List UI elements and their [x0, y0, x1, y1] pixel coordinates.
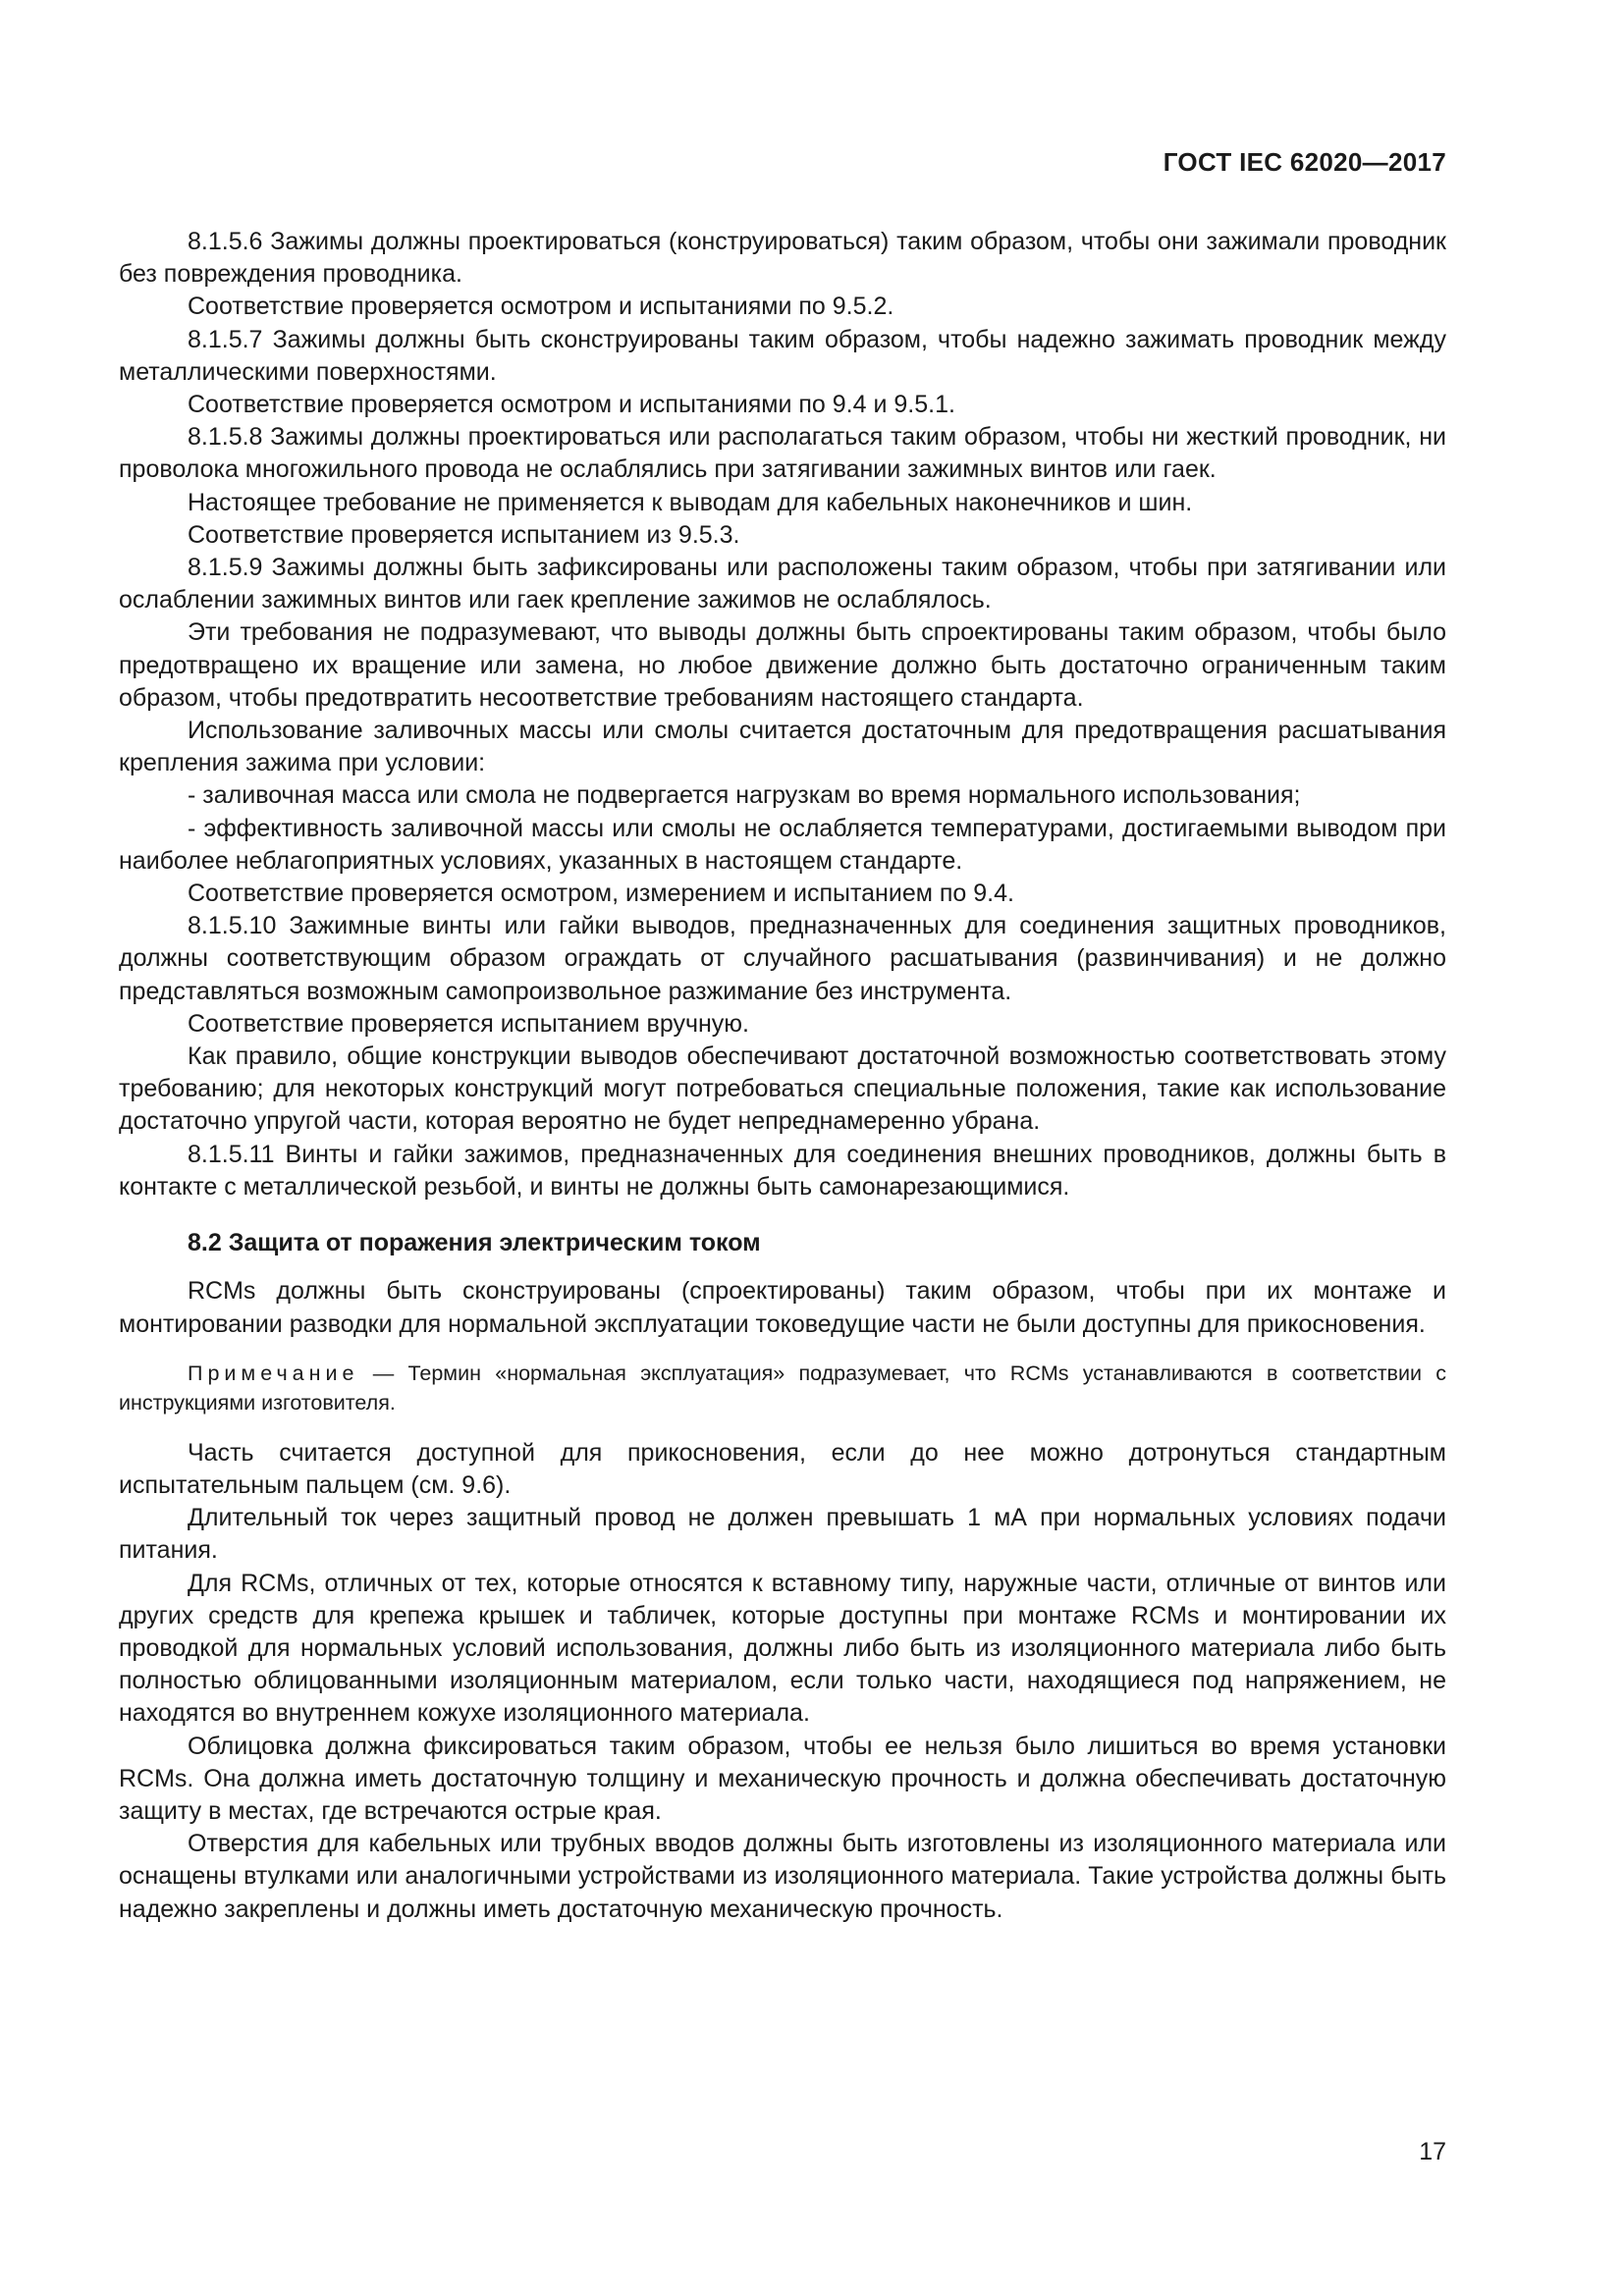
- section-heading: 8.2 Защита от поражения электрическим током: [188, 1229, 761, 1257]
- paragraph: 8.1.5.7 Зажимы должны быть сконструированы таким образом, чтобы надежно зажимать проводник между металлическими поверхностями.: [119, 325, 1446, 386]
- paragraph: Использование заливочных массы или смолы считается достаточным для предотвращения расшатывания крепления зажима при условии:: [119, 717, 1446, 777]
- paragraph: Настоящее требование не применяется к выводам для кабельных наконечников и шин.: [188, 488, 1193, 516]
- paragraph: 8.1.5.9 Зажимы должны быть зафиксированы или расположены таким образом, чтобы при затягивании или ослаблении зажимных винтов или гаек крепление зажимов не ослаблялось.: [119, 554, 1446, 614]
- note-label: Примечание: [188, 1361, 359, 1385]
- paragraph: 8.1.5.8 Зажимы должны проектироваться или располагаться таким образом, чтобы ни жесткий проводник, ни проволока многожильного провода не ослаблялись при затягивании зажимных винтов или гаек.: [119, 423, 1446, 484]
- note: [119, 1359, 1446, 1417]
- paragraph: 8.1.5.10 Зажимные винты или гайки выводов, предназначенных для соединения защитных проводников, должны соответствующим образом ограждать от случайного расшатывания (развинчивания) и не должно представляться возможным самопроизвольное разжимание без инструмента.: [119, 912, 1446, 1005]
- note-text: — Термин «нормальная эксплуатация» подразумевает, что RCMs устанавливаются в соответствии с инструкциями изготовителя.: [119, 1361, 1446, 1415]
- paragraph: Соответствие проверяется осмотром и испытаниями по 9.4 и 9.5.1.: [188, 391, 955, 419]
- section-intro: RCMs должны быть сконструированы (спроектированы) таким образом, чтобы при их монтаже и монтировании разводки для нормальной эксплуатации токоведущие части не были доступны для прикосновения.: [119, 1277, 1446, 1338]
- list-item: - заливочная масса или смола не подвергается нагрузкам во время нормального использования;: [188, 781, 1301, 810]
- paragraph: Как правило, общие конструкции выводов обеспечивают достаточной возможностью соответствовать этому требованию; для некоторых конструкций могут потребоваться специальные положения, такие как использование достаточно упругой части, которая вероятно не будет непреднамеренно убрана.: [119, 1042, 1446, 1136]
- paragraph: Длительный ток через защитный провод не должен превышать 1 мА при нормальных условиях подачи питания.: [119, 1504, 1446, 1565]
- document-body: [119, 226, 1446, 1926]
- paragraph: Соответствие проверяется осмотром, измерением и испытанием по 9.4.: [188, 880, 1014, 908]
- paragraph: Отверстия для кабельных или трубных вводов должны быть изготовлены из изоляционного материала или оснащены втулками или аналогичными устройствами из изоляционного материала. Такие устройства должны быть надежно закреплены и должны иметь достаточную механическую прочность.: [119, 1830, 1446, 1923]
- paragraph: Соответствие проверяется испытанием вручную.: [188, 1009, 749, 1038]
- paragraph: 8.1.5.11 Винты и гайки зажимов, предназначенных для соединения внешних проводников, должны быть в контакте с металлической резьбой, и винты не должны быть самонарезающимися.: [119, 1140, 1446, 1201]
- paragraph: Соответствие проверяется осмотром и испытаниями по 9.5.2.: [188, 293, 894, 321]
- list-item: - эффективность заливочной массы или смолы не ослабляется температурами, достигаемыми выводом при наиболее неблагоприятных условиях, указанных в настоящем стандарте.: [119, 814, 1446, 875]
- paragraph: Эти требования не подразумевают, что выводы должны быть спроектированы таким образом, чтобы было предотвращено их вращение или замена, но любое движение должно быть достаточно ограниченным таким образом, чтобы предотвратить несоответствие требованиям настоящего стандарта.: [119, 618, 1446, 712]
- paragraph: Часть считается доступной для прикосновения, если до нее можно дотронуться стандартным испытательным пальцем (см. 9.6).: [119, 1438, 1446, 1499]
- paragraph: Для RCMs, отличных от тех, которые относятся к вставному типу, наружные части, отличные от винтов или других средств для крепежа крышек и табличек, которые доступны при монтаже RCMs и монтировании их проводкой для нормальных условий использования, должны либо быть из изоляционного материала либо быть полностью облицованными изоляционным материалом, если только части, находящиеся под напряжением, не находятся во внутреннем кожухе изоляционного материала.: [119, 1569, 1446, 1728]
- standard-header: ГОСТ IEC 62020—2017: [1163, 147, 1446, 177]
- paragraph: 8.1.5.6 Зажимы должны проектироваться (конструироваться) таким образом, чтобы они зажимали проводник без повреждения проводника.: [119, 228, 1446, 289]
- paragraph: Облицовка должна фиксироваться таким образом, чтобы ее нельзя было лишиться во время установки RCMs. Она должна иметь достаточную толщину и механическую прочность и должна обеспечивать достаточную защиту в местах, где встречаются острые края.: [119, 1732, 1446, 1825]
- page-number: 17: [1419, 2138, 1446, 2165]
- paragraph: Соответствие проверяется испытанием из 9.5.3.: [188, 520, 740, 549]
